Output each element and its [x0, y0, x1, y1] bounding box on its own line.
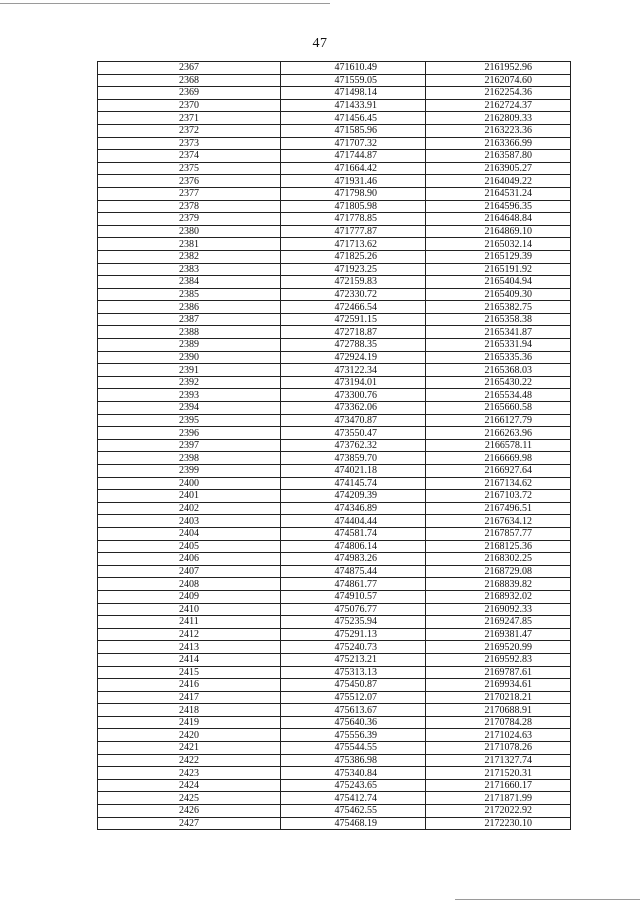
y-coordinate-cell: 2169092.33	[426, 603, 571, 616]
x-coordinate-cell: 471664.42	[281, 162, 426, 175]
table-row	[98, 200, 571, 213]
x-coordinate-cell: 473762.32	[281, 439, 426, 452]
x-coordinate-cell: 471456.45	[281, 112, 426, 125]
y-coordinate-cell: 2165358.38	[426, 313, 571, 326]
y-coordinate-cell: 2166669.98	[426, 452, 571, 465]
x-coordinate-cell: 472591.15	[281, 313, 426, 326]
y-coordinate-cell: 2167134.62	[426, 477, 571, 490]
table-row	[98, 452, 571, 465]
x-coordinate-cell: 475076.77	[281, 603, 426, 616]
point-number-cell: 2422	[98, 754, 281, 767]
y-coordinate-cell: 2165534.48	[426, 389, 571, 402]
x-coordinate-cell: 474910.57	[281, 590, 426, 603]
x-coordinate-cell: 473859.70	[281, 452, 426, 465]
x-coordinate-cell: 474875.44	[281, 565, 426, 578]
y-coordinate-cell: 2165409.30	[426, 288, 571, 301]
point-number-cell: 2390	[98, 351, 281, 364]
y-coordinate-cell: 2169934.61	[426, 679, 571, 692]
point-number-cell: 2395	[98, 414, 281, 427]
x-coordinate-cell: 471498.14	[281, 87, 426, 100]
point-number-cell: 2420	[98, 729, 281, 742]
y-coordinate-cell: 2163905.27	[426, 162, 571, 175]
x-coordinate-cell: 471923.25	[281, 263, 426, 276]
point-number-cell: 2371	[98, 112, 281, 125]
x-coordinate-cell: 475213.21	[281, 653, 426, 666]
y-coordinate-cell: 2167857.77	[426, 527, 571, 540]
y-coordinate-cell: 2162724.37	[426, 99, 571, 112]
point-number-cell: 2393	[98, 389, 281, 402]
x-coordinate-cell: 473470.87	[281, 414, 426, 427]
y-coordinate-cell: 2162809.33	[426, 112, 571, 125]
point-number-cell: 2400	[98, 477, 281, 490]
point-number-cell: 2375	[98, 162, 281, 175]
table-row	[98, 313, 571, 326]
x-coordinate-cell: 473300.76	[281, 389, 426, 402]
table-row	[98, 641, 571, 654]
point-number-cell: 2409	[98, 590, 281, 603]
table-row	[98, 414, 571, 427]
point-number-cell: 2402	[98, 502, 281, 515]
point-number-cell: 2378	[98, 200, 281, 213]
point-number-cell: 2394	[98, 402, 281, 415]
point-number-cell: 2423	[98, 767, 281, 780]
y-coordinate-cell: 2165331.94	[426, 339, 571, 352]
table-row	[98, 99, 571, 112]
y-coordinate-cell: 2166578.11	[426, 439, 571, 452]
x-coordinate-cell: 475450.87	[281, 679, 426, 692]
x-coordinate-cell: 475556.39	[281, 729, 426, 742]
table-row	[98, 250, 571, 263]
table-row	[98, 603, 571, 616]
table-row	[98, 364, 571, 377]
x-coordinate-cell: 475235.94	[281, 616, 426, 629]
x-coordinate-cell: 474145.74	[281, 477, 426, 490]
x-coordinate-cell: 473362.06	[281, 402, 426, 415]
point-number-cell: 2401	[98, 490, 281, 503]
table-row	[98, 351, 571, 364]
point-number-cell: 2399	[98, 465, 281, 478]
table-row	[98, 238, 571, 251]
table-row	[98, 477, 571, 490]
y-coordinate-cell: 2165129.39	[426, 250, 571, 263]
point-number-cell: 2404	[98, 527, 281, 540]
point-number-cell: 2370	[98, 99, 281, 112]
point-number-cell: 2381	[98, 238, 281, 251]
x-coordinate-cell: 471610.49	[281, 62, 426, 75]
point-number-cell: 2427	[98, 817, 281, 830]
table-row	[98, 389, 571, 402]
point-number-cell: 2384	[98, 276, 281, 289]
point-number-cell: 2392	[98, 376, 281, 389]
point-number-cell: 2417	[98, 691, 281, 704]
point-number-cell: 2408	[98, 578, 281, 591]
table-row	[98, 616, 571, 629]
x-coordinate-cell: 474021.18	[281, 465, 426, 478]
point-number-cell: 2398	[98, 452, 281, 465]
x-coordinate-cell: 471559.05	[281, 74, 426, 87]
table-row	[98, 653, 571, 666]
table-row	[98, 326, 571, 339]
point-number-cell: 2389	[98, 339, 281, 352]
y-coordinate-cell: 2163587.80	[426, 150, 571, 163]
y-coordinate-cell: 2168932.02	[426, 590, 571, 603]
table-row	[98, 187, 571, 200]
y-coordinate-cell: 2171520.31	[426, 767, 571, 780]
y-coordinate-cell: 2165660.58	[426, 402, 571, 415]
y-coordinate-cell: 2170688.91	[426, 704, 571, 717]
table-row	[98, 578, 571, 591]
x-coordinate-cell: 471777.87	[281, 225, 426, 238]
point-number-cell: 2374	[98, 150, 281, 163]
x-coordinate-cell: 475340.84	[281, 767, 426, 780]
table-row	[98, 288, 571, 301]
y-coordinate-cell: 2170784.28	[426, 716, 571, 729]
y-coordinate-cell: 2169592.83	[426, 653, 571, 666]
table-row	[98, 465, 571, 478]
y-coordinate-cell: 2165341.87	[426, 326, 571, 339]
top-edge-line	[0, 3, 330, 4]
point-number-cell: 2368	[98, 74, 281, 87]
x-coordinate-cell: 473550.47	[281, 427, 426, 440]
table-row	[98, 62, 571, 75]
table-row	[98, 87, 571, 100]
y-coordinate-cell: 2171660.17	[426, 779, 571, 792]
point-number-cell: 2388	[98, 326, 281, 339]
point-number-cell: 2387	[98, 313, 281, 326]
x-coordinate-cell: 472718.87	[281, 326, 426, 339]
table-row	[98, 754, 571, 767]
table-row	[98, 666, 571, 679]
y-coordinate-cell: 2163366.99	[426, 137, 571, 150]
x-coordinate-cell: 471585.96	[281, 124, 426, 137]
point-number-cell: 2415	[98, 666, 281, 679]
point-number-cell: 2386	[98, 301, 281, 314]
x-coordinate-cell: 471433.91	[281, 99, 426, 112]
table-row	[98, 162, 571, 175]
y-coordinate-cell: 2162074.60	[426, 74, 571, 87]
y-coordinate-cell: 2168839.82	[426, 578, 571, 591]
table-row	[98, 779, 571, 792]
y-coordinate-cell: 2164648.84	[426, 213, 571, 226]
y-coordinate-cell: 2168729.08	[426, 565, 571, 578]
table-row	[98, 590, 571, 603]
table-row	[98, 150, 571, 163]
point-number-cell: 2383	[98, 263, 281, 276]
x-coordinate-cell: 475462.55	[281, 805, 426, 818]
table-row	[98, 263, 571, 276]
point-number-cell: 2412	[98, 628, 281, 641]
table-row	[98, 112, 571, 125]
y-coordinate-cell: 2165335.36	[426, 351, 571, 364]
point-number-cell: 2421	[98, 742, 281, 755]
x-coordinate-cell: 471744.87	[281, 150, 426, 163]
table-row	[98, 817, 571, 830]
point-number-cell: 2391	[98, 364, 281, 377]
point-number-cell: 2424	[98, 779, 281, 792]
table-row	[98, 502, 571, 515]
x-coordinate-cell: 473194.01	[281, 376, 426, 389]
point-number-cell: 2373	[98, 137, 281, 150]
x-coordinate-cell: 474806.14	[281, 540, 426, 553]
x-coordinate-cell: 475640.36	[281, 716, 426, 729]
x-coordinate-cell: 475240.73	[281, 641, 426, 654]
x-coordinate-cell: 474209.39	[281, 490, 426, 503]
y-coordinate-cell: 2168302.25	[426, 553, 571, 566]
coordinates-table	[97, 61, 571, 830]
x-coordinate-cell: 472159.83	[281, 276, 426, 289]
y-coordinate-cell: 2167103.72	[426, 490, 571, 503]
y-coordinate-cell: 2166927.64	[426, 465, 571, 478]
x-coordinate-cell: 471798.90	[281, 187, 426, 200]
y-coordinate-cell: 2165382.75	[426, 301, 571, 314]
x-coordinate-cell: 474983.26	[281, 553, 426, 566]
point-number-cell: 2414	[98, 653, 281, 666]
point-number-cell: 2410	[98, 603, 281, 616]
table-row	[98, 527, 571, 540]
y-coordinate-cell: 2164531.24	[426, 187, 571, 200]
point-number-cell: 2411	[98, 616, 281, 629]
table-row	[98, 376, 571, 389]
point-number-cell: 2377	[98, 187, 281, 200]
x-coordinate-cell: 475291.13	[281, 628, 426, 641]
point-number-cell: 2382	[98, 250, 281, 263]
table-row	[98, 767, 571, 780]
table-row	[98, 540, 571, 553]
y-coordinate-cell: 2162254.36	[426, 87, 571, 100]
y-coordinate-cell: 2164869.10	[426, 225, 571, 238]
x-coordinate-cell: 475386.98	[281, 754, 426, 767]
y-coordinate-cell: 2172022.92	[426, 805, 571, 818]
y-coordinate-cell: 2171024.63	[426, 729, 571, 742]
table-row	[98, 137, 571, 150]
point-number-cell: 2397	[98, 439, 281, 452]
point-number-cell: 2418	[98, 704, 281, 717]
table-row	[98, 427, 571, 440]
table-row	[98, 490, 571, 503]
coordinates-table-body	[98, 62, 571, 830]
x-coordinate-cell: 472466.54	[281, 301, 426, 314]
table-row	[98, 439, 571, 452]
y-coordinate-cell: 2169787.61	[426, 666, 571, 679]
table-row	[98, 729, 571, 742]
y-coordinate-cell: 2166263.96	[426, 427, 571, 440]
point-number-cell: 2413	[98, 641, 281, 654]
table-row	[98, 704, 571, 717]
x-coordinate-cell: 475512.07	[281, 691, 426, 704]
point-number-cell: 2369	[98, 87, 281, 100]
y-coordinate-cell: 2167496.51	[426, 502, 571, 515]
table-row	[98, 124, 571, 137]
y-coordinate-cell: 2165191.92	[426, 263, 571, 276]
point-number-cell: 2405	[98, 540, 281, 553]
point-number-cell: 2426	[98, 805, 281, 818]
point-number-cell: 2416	[98, 679, 281, 692]
point-number-cell: 2419	[98, 716, 281, 729]
y-coordinate-cell: 2171078.26	[426, 742, 571, 755]
table-row	[98, 742, 571, 755]
table-row	[98, 565, 571, 578]
table-row	[98, 679, 571, 692]
table-row	[98, 339, 571, 352]
y-coordinate-cell: 2164049.22	[426, 175, 571, 188]
x-coordinate-cell: 472788.35	[281, 339, 426, 352]
point-number-cell: 2406	[98, 553, 281, 566]
table-row	[98, 276, 571, 289]
y-coordinate-cell: 2164596.35	[426, 200, 571, 213]
y-coordinate-cell: 2161952.96	[426, 62, 571, 75]
x-coordinate-cell: 471778.85	[281, 213, 426, 226]
point-number-cell: 2379	[98, 213, 281, 226]
y-coordinate-cell: 2169381.47	[426, 628, 571, 641]
y-coordinate-cell: 2171327.74	[426, 754, 571, 767]
table-row	[98, 792, 571, 805]
table-row	[98, 225, 571, 238]
x-coordinate-cell: 474346.89	[281, 502, 426, 515]
x-coordinate-cell: 475243.65	[281, 779, 426, 792]
x-coordinate-cell: 474404.44	[281, 515, 426, 528]
point-number-cell: 2396	[98, 427, 281, 440]
point-number-cell: 2372	[98, 124, 281, 137]
table-row	[98, 553, 571, 566]
table-row	[98, 402, 571, 415]
x-coordinate-cell: 475613.67	[281, 704, 426, 717]
table-row	[98, 716, 571, 729]
table-row	[98, 301, 571, 314]
point-number-cell: 2385	[98, 288, 281, 301]
point-number-cell: 2380	[98, 225, 281, 238]
x-coordinate-cell: 471805.98	[281, 200, 426, 213]
y-coordinate-cell: 2167634.12	[426, 515, 571, 528]
point-number-cell: 2407	[98, 565, 281, 578]
bottom-edge-line	[455, 899, 640, 900]
x-coordinate-cell: 475412.74	[281, 792, 426, 805]
y-coordinate-cell: 2165430.22	[426, 376, 571, 389]
table-row	[98, 691, 571, 704]
y-coordinate-cell: 2169520.99	[426, 641, 571, 654]
table-row	[98, 175, 571, 188]
point-number-cell: 2425	[98, 792, 281, 805]
y-coordinate-cell: 2171871.99	[426, 792, 571, 805]
point-number-cell: 2367	[98, 62, 281, 75]
y-coordinate-cell: 2168125.36	[426, 540, 571, 553]
y-coordinate-cell: 2165368.03	[426, 364, 571, 377]
y-coordinate-cell: 2163223.36	[426, 124, 571, 137]
point-number-cell: 2403	[98, 515, 281, 528]
table-row	[98, 213, 571, 226]
table-row	[98, 805, 571, 818]
x-coordinate-cell: 471825.26	[281, 250, 426, 263]
x-coordinate-cell: 475468.19	[281, 817, 426, 830]
y-coordinate-cell: 2165032.14	[426, 238, 571, 251]
x-coordinate-cell: 471713.62	[281, 238, 426, 251]
x-coordinate-cell: 474861.77	[281, 578, 426, 591]
y-coordinate-cell: 2172230.10	[426, 817, 571, 830]
x-coordinate-cell: 474581.74	[281, 527, 426, 540]
x-coordinate-cell: 471931.46	[281, 175, 426, 188]
x-coordinate-cell: 472924.19	[281, 351, 426, 364]
y-coordinate-cell: 2166127.79	[426, 414, 571, 427]
y-coordinate-cell: 2170218.21	[426, 691, 571, 704]
table-row	[98, 628, 571, 641]
page-number: 47	[312, 36, 328, 51]
y-coordinate-cell: 2169247.85	[426, 616, 571, 629]
x-coordinate-cell: 472330.72	[281, 288, 426, 301]
table-row	[98, 515, 571, 528]
point-number-cell: 2376	[98, 175, 281, 188]
table-row	[98, 74, 571, 87]
x-coordinate-cell: 471707.32	[281, 137, 426, 150]
x-coordinate-cell: 475313.13	[281, 666, 426, 679]
y-coordinate-cell: 2165404.94	[426, 276, 571, 289]
x-coordinate-cell: 475544.55	[281, 742, 426, 755]
x-coordinate-cell: 473122.34	[281, 364, 426, 377]
